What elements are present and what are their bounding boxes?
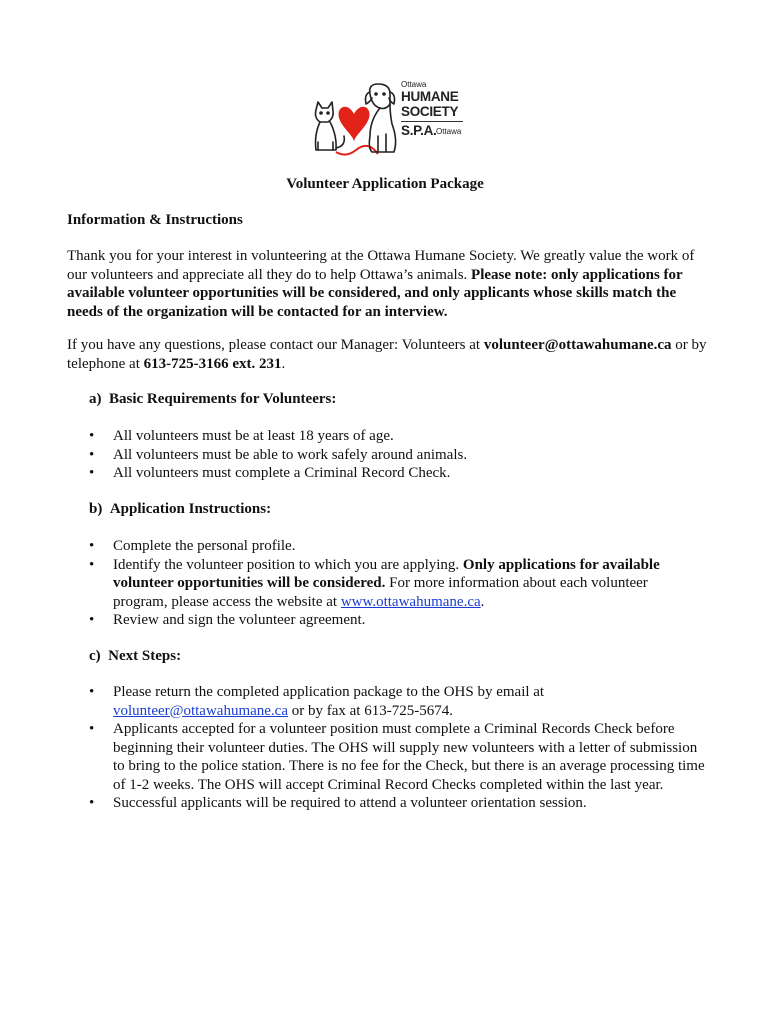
contact-end: . (281, 355, 286, 372)
bullet-b2: • (89, 556, 95, 573)
logo-ottawa-top: Ottawa (401, 80, 427, 89)
intro-text: Thank you for your interest in volunteering at the Ottawa Humane Society. We greatly value the work of our volunteers and appreciate all they do to help Ottawa’s animals. (67, 248, 695, 283)
b2-bold: Only applications for available volunteer opportunities will be considered. (113, 556, 660, 591)
list-item-c1 (113, 683, 583, 720)
bullet-c1: • (89, 684, 95, 700)
list-item-b3: Review and sign the volunteer agreement. (113, 612, 366, 628)
c1-text: Please return the completed application package to the OHS by email at (113, 684, 545, 700)
email-link[interactable]: volunteer@ottawahumane.ca (113, 702, 288, 719)
bullet-a1: • (89, 428, 95, 444)
intro-note: Please note: only applications for available volunteer opportunities will be considered, and only applicants whose skills match the needs of the organization will be contacted for an interview. (67, 266, 683, 320)
contact-text: If you have any questions, please contact our Manager: Volunteers at (67, 337, 484, 353)
list-item-b1: Complete the personal profile. (113, 538, 296, 554)
contact-email[interactable]: volunteer@ottawahumane.ca (483, 337, 672, 353)
logo-spa: S.P.A. (401, 123, 437, 138)
section-c-heading: c) Next Steps: (89, 648, 182, 664)
contact-phone: 613-725-3166 ext. 231 (143, 355, 282, 372)
bullet-b3: • (89, 612, 95, 628)
b2-text-2: For more information about each volunteer program, please access the website at (113, 575, 648, 610)
list-item-a3: All volunteers must complete a Criminal Record Check. (113, 465, 451, 481)
list-item-a2: All volunteers must be able to work safely around animals. (113, 446, 468, 463)
website-link[interactable]: www.ottawahumane.ca (340, 593, 481, 610)
b2-text: Identify the volunteer position to which you are applying. (113, 556, 463, 573)
bullet-a3: • (89, 465, 95, 481)
b2-end: . (480, 593, 485, 610)
cat-dog-heart-icon (306, 80, 401, 160)
contact-paragraph (67, 336, 707, 373)
bullet-a2: • (89, 446, 95, 463)
list-item-a1: All volunteers must be at least 18 years of age. (113, 428, 394, 444)
list-item-c2: Applicants accepted for a volunteer position must complete a Criminal Records Check before beginning their volunteer duties. The OHS will supply new volunteers with a letter of submission to bring to the police station. There is no fee for the Check, but there is an average processing time of 1-2 weeks. The OHS will accept Criminal Record Checks completed within the last year. (113, 721, 705, 793)
contact-text-2: or by telephone at (67, 337, 707, 372)
section-heading: Information & Instructions (67, 212, 243, 228)
logo-ottawa-bottom: Ottawa (436, 127, 462, 136)
intro-paragraph (67, 247, 707, 321)
ottawa-humane-society-logo (306, 80, 476, 160)
bullet-c3: • (89, 795, 95, 811)
c1-text-2: or by fax at 613-725-5674. (288, 702, 453, 719)
bullet-c2: • (89, 721, 95, 737)
section-b-heading: b) Application Instructions: (89, 501, 272, 517)
list-item-b2 (113, 556, 683, 612)
bullet-b1: • (89, 538, 95, 554)
document-title: Volunteer Application Package (286, 176, 484, 192)
section-a-heading: a) Basic Requirements for Volunteers: (89, 391, 337, 407)
logo-humane: HUMANE (401, 89, 459, 104)
list-item-c3: Successful applicants will be required to attend a volunteer orientation session. (113, 795, 587, 811)
logo-divider (401, 121, 463, 122)
logo-society: SOCIETY (401, 104, 459, 119)
